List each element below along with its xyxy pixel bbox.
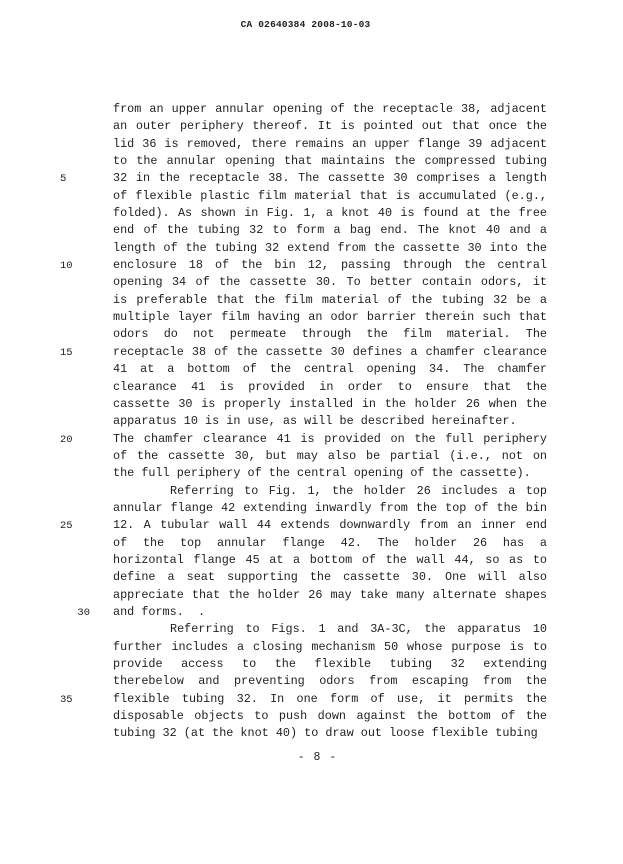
text-line: 41 at a bottom of the central opening 34. The chamfer [113,362,547,377]
text-line: 15 receptacle 38 of the cassette 30 defines a chamfer clearance [113,344,547,361]
text-line: of flexible plastic film material that is accumulated (e.g., [113,188,547,203]
page-number: - 8 - [297,751,338,764]
document-text-body [60,101,547,743]
line-number: 10 [60,260,73,273]
text-line: 25 12. A tubular wall 44 extends downwardly from an inner end [113,517,547,534]
text-line: length of the tubing 32 extend from the cassette 30 into the [113,240,547,255]
text-line: multiple layer film having an odor barrier therein such that [113,310,547,325]
text-line: 5 32 in the receptacle 38. The cassette 30 comprises a length [113,170,547,187]
text-line: Referring to Figs. 1 and 3A-3C, the apparatus 10 [170,622,547,637]
text-line: 20 The chamfer clearance 41 is provided on the full periphery [113,431,547,448]
text-line: an outer periphery thereof. It is pointed out that once the [113,119,547,134]
text-line: provide access to the flexible tubing 32 extending [113,657,547,671]
text-line: from an upper annular opening of the receptacle 38, adjacent [113,102,547,116]
text-line: the full periphery of the central opening of the cassette). [113,466,531,481]
line-number: 30 [77,606,90,619]
text-line: to the annular opening that maintains the compressed tubing [113,154,547,169]
text-line: odors do not permeate through the film material. The [113,327,547,342]
text-line: clearance 41 is provided in order to ensure that the [113,379,547,394]
text-line: of the cassette 30, but may also be partial (i.e., not on [113,448,547,463]
document-header: CA 02640384 2008-10-03 [240,19,371,30]
line-number: 20 [60,433,73,446]
text-line: tubing 32 (at the knot 40) to draw out loose flexible tubing [113,726,538,741]
text-line: 10 enclosure 18 of the bin 12, passing through the central [113,257,547,274]
line-number: 35 [60,693,73,706]
line-number: 25 [60,520,73,533]
text-line: is preferable that the film material of the tubing 32 be a [113,292,547,307]
text-line: 35 flexible tubing 32. In one form of use, it permits the [113,691,547,708]
text-line: end of the tubing 32 to form a bag end. The knot 40 and a [113,223,547,238]
text-line: apparatus 10 is in use, as will be described hereinafter. [113,414,517,429]
text-line: of the top annular flange 42. The holder 26 has a [113,535,547,550]
text-line: therebelow and preventing odors from escaping from the [113,674,547,689]
text-line: opening 34 of the cassette 30. To better contain odors, it [113,275,547,290]
text-line: folded). As shown in Fig. 1, a knot 40 is found at the free [113,206,547,221]
text-line: annular flange 42 extending inwardly from the top of the bin [113,500,547,515]
text-line: lid 36 is removed, there remains an upper flange 39 adjacent [113,136,547,151]
text-line: horizontal flange 45 at a bottom of the wall 44, so as to [113,552,547,567]
line-number: 15 [60,346,73,359]
text-line: define a seat supporting the cassette 30. One will also [113,570,547,585]
text-line: further includes a closing mechanism 50 whose purpose is to [113,639,547,654]
text-line: disposable objects to push down against the bottom of the [113,709,547,724]
text-line: appreciate that the holder 26 may take many alternate shapes [113,587,547,602]
text-line: Referring to Fig. 1, the holder 26 includes a top [170,483,547,498]
text-line: 30 and forms. . [113,604,547,621]
line-number: 5 [60,173,67,186]
text-line: cassette 30 is properly installed in the holder 26 when the [113,396,547,411]
